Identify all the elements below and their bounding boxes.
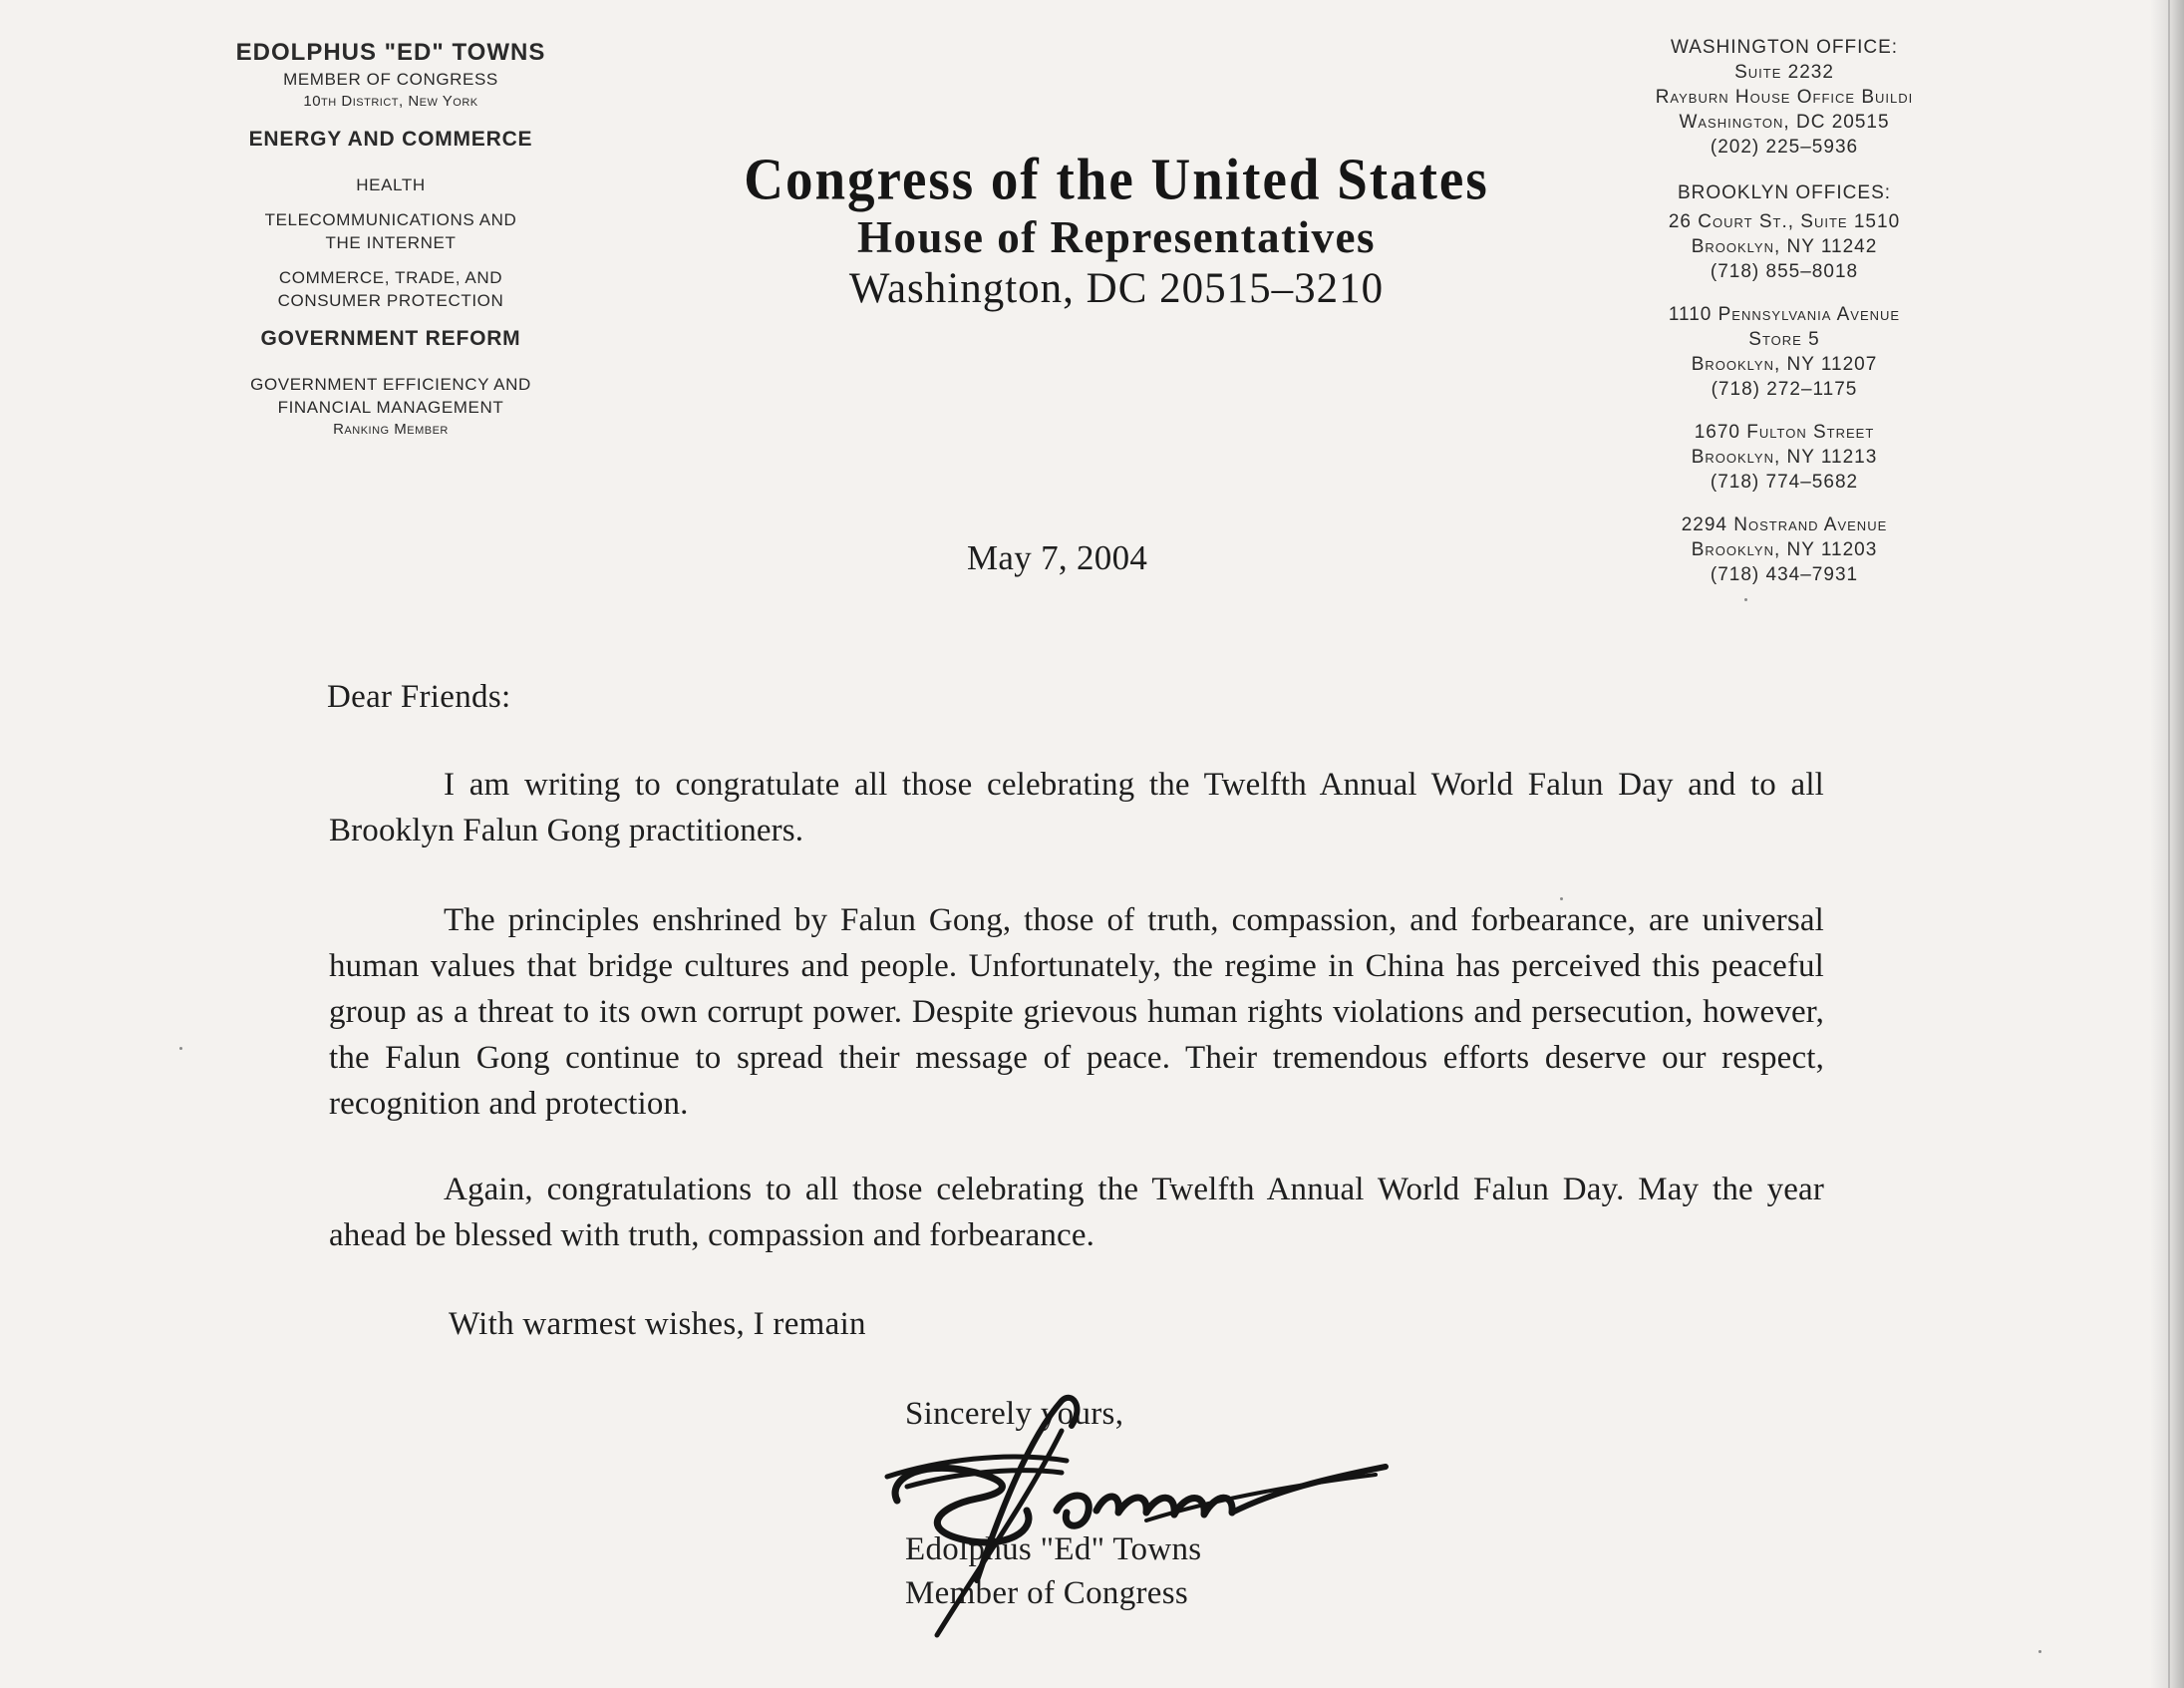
body-paragraph: I am writing to congratulate all those celebrating the Twelfth Annual World Falun Day and to all Brooklyn Falun Gong practitioners. xyxy=(329,767,1824,848)
member-committee-block xyxy=(191,38,590,441)
member-role: MEMBER OF CONGRESS xyxy=(283,70,498,89)
committee-heading-reform: GOVERNMENT REFORM xyxy=(260,327,521,350)
handwritten-signature xyxy=(857,1381,1396,1650)
signer-name: Edolphus "Ed" Towns xyxy=(905,1531,1202,1567)
letterhead-city: Washington, DC 20515–3210 xyxy=(848,265,1385,312)
office-phone: (718) 855–8018 xyxy=(1710,261,1859,282)
office-phone: (718) 774–5682 xyxy=(1710,472,1859,493)
page-edge-line xyxy=(2168,0,2170,1688)
spacer xyxy=(191,196,590,208)
scan-speck xyxy=(179,1047,182,1050)
washington-office-phone: (202) 225–5936 xyxy=(1710,137,1859,158)
closing-line: With warmest wishes, I remain xyxy=(449,1306,866,1342)
committee-heading-energy: ENERGY AND COMMERCE xyxy=(248,128,533,151)
subcommittee-commerce-line2: CONSUMER PROTECTION xyxy=(277,291,504,310)
letterhead-title: Congress of the United States xyxy=(744,146,1489,212)
body-paragraph: The principles enshrined by Falun Gong, those of truth, compassion, and forbearance, are universal human values that bridge cultures and people. Unfortunately, the regime in China has perceived this peaceful group as a threat to its own corrupt power. Despite grievous human rights violations and persecution, however, the Falun Gong continue to spread their message of peace. Their tremendous efforts deserve our respect, recognition and protection. xyxy=(329,902,1824,1122)
washington-office-line1: Suite 2232 xyxy=(1734,62,1834,83)
washington-office-line2: Rayburn House Office Buildi xyxy=(1655,87,1914,108)
member-name: EDOLPHUS "ED" TOWNS xyxy=(235,39,546,66)
office-address-line: Store 5 xyxy=(1748,329,1820,350)
office-address-line: Brooklyn, NY 11203 xyxy=(1691,539,1878,560)
brooklyn-office-3 xyxy=(1585,420,1984,495)
body-paragraph: Again, congratulations to all those celebrating the Twelfth Annual World Falun Day. May the year ahead be blessed with truth, compassion and forbearance. xyxy=(329,1172,1824,1253)
office-phone: (718) 272–1175 xyxy=(1711,379,1858,400)
member-district: 10th District, New York xyxy=(303,93,478,110)
scan-speck xyxy=(1560,897,1563,900)
brooklyn-offices-heading: BROOKLYN OFFICES: xyxy=(1677,182,1892,203)
office-address-line: 1670 Fulton Street xyxy=(1694,422,1875,443)
letter-date: May 7, 2004 xyxy=(967,538,1148,577)
subcommittee-health: HEALTH xyxy=(356,175,426,194)
office-address-line: 2294 Nostrand Avenue xyxy=(1681,514,1888,535)
brooklyn-office-4 xyxy=(1585,512,1984,587)
subcommittee-telecom-line1: TELECOMMUNICATIONS AND xyxy=(264,210,517,229)
brooklyn-office-2 xyxy=(1585,302,1984,402)
page-edge-shadow xyxy=(2150,0,2184,1688)
office-addresses-block xyxy=(1585,36,1984,605)
subcommittee-efficiency-line1: GOVERNMENT EFFICIENCY AND xyxy=(250,375,531,394)
ranking-member-note: Ranking Member xyxy=(333,421,449,438)
washington-office-heading: WASHINGTON OFFICE: xyxy=(1670,37,1899,58)
office-phone: (718) 434–7931 xyxy=(1710,564,1859,585)
office-address-line: 26 Court St., Suite 1510 xyxy=(1668,211,1901,232)
washington-office-line3: Washington, DC 20515 xyxy=(1679,112,1890,133)
sign-off: Sincerely yours, xyxy=(905,1396,1124,1432)
office-address-line: 1110 Pennsylvania Avenue xyxy=(1668,304,1901,325)
salutation: Dear Friends: xyxy=(327,679,511,715)
office-address-line: Brooklyn, NY 11242 xyxy=(1691,236,1878,257)
signer-title: Member of Congress xyxy=(905,1575,1189,1611)
washington-office xyxy=(1585,36,1984,160)
office-address-line: Brooklyn, NY 11213 xyxy=(1691,447,1878,468)
office-address-line: Brooklyn, NY 11207 xyxy=(1691,354,1878,375)
brooklyn-office-1 xyxy=(1585,209,1984,284)
letterhead-house: House of Representatives xyxy=(856,212,1377,262)
subcommittee-efficiency-line2: FINANCIAL MANAGEMENT xyxy=(277,398,504,417)
subcommittee-telecom-line2: THE INTERNET xyxy=(325,233,457,252)
letterhead xyxy=(618,148,1615,315)
scan-speck xyxy=(1744,598,1747,601)
subcommittee-commerce-line1: COMMERCE, TRADE, AND xyxy=(278,268,503,287)
spacer xyxy=(191,254,590,266)
scan-speck xyxy=(2038,1650,2041,1653)
